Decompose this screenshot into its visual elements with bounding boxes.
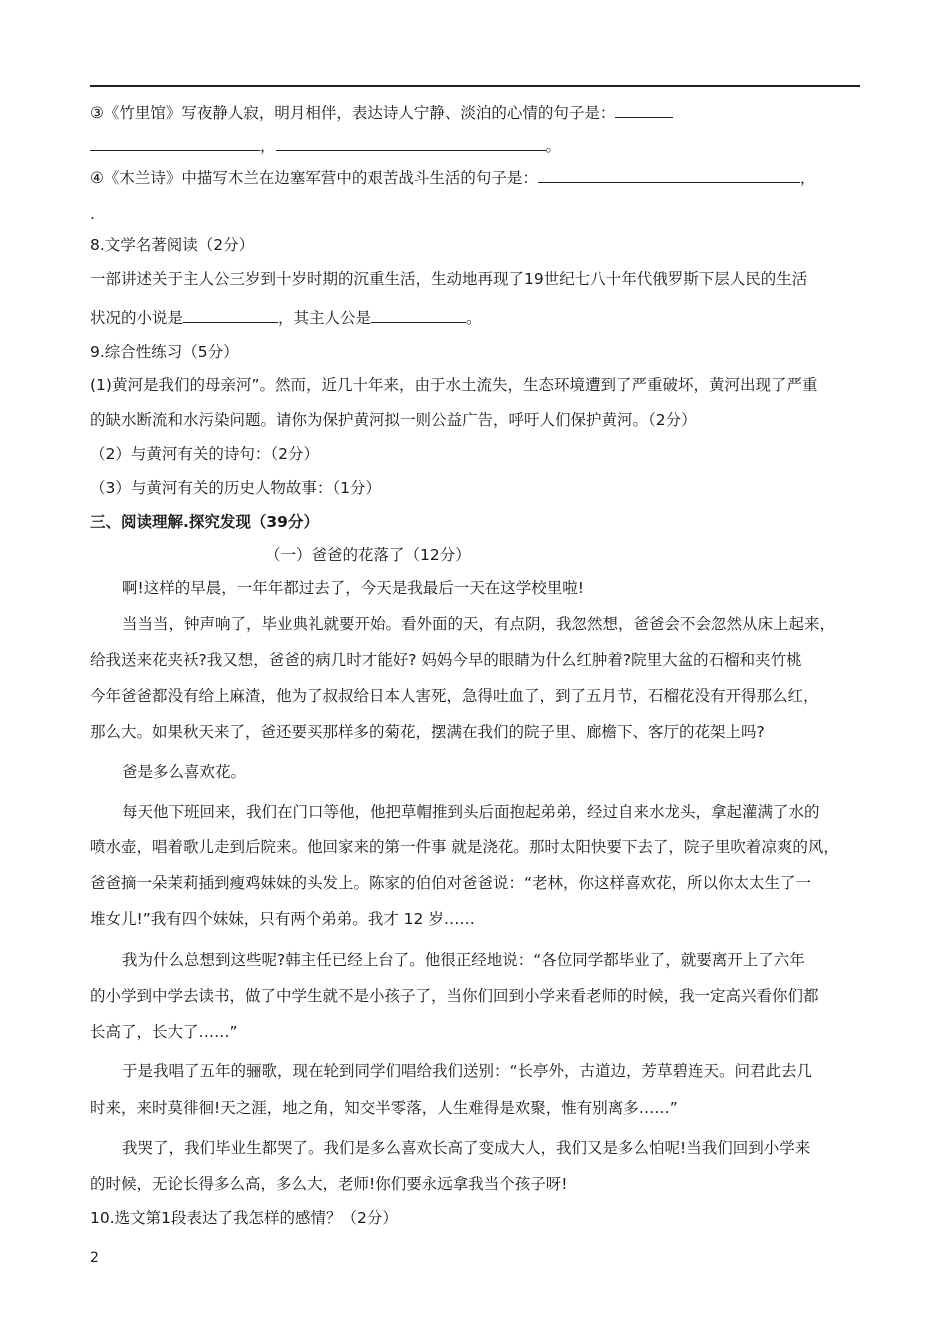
question-text: ④《木兰诗》中描写木兰在边塞军营中的艰苦战斗生活的句子是： bbox=[90, 169, 538, 187]
passage-line: 的时候，无论长得多么高，多么大，老师!你们要永远拿我当个孩子呀! bbox=[90, 1175, 568, 1193]
passage-line: 堆女儿!”我有四个妹妹，只有两个弟弟。我才 12 岁…… bbox=[90, 910, 475, 928]
text-line: 的缺水断流和水污染问题。请你为保护黄河拟一则公益广告，呼吁人们保护黄河。（2分） bbox=[90, 411, 697, 429]
punctuation: ， bbox=[260, 137, 276, 155]
page-number: 2 bbox=[90, 1250, 99, 1266]
passage-title: （一）爸爸的花落了（12分） bbox=[265, 546, 471, 564]
text-line: . bbox=[90, 205, 95, 223]
answer-blank bbox=[276, 135, 546, 151]
punctuation: 。 bbox=[466, 309, 482, 327]
text-line: （2）与黄河有关的诗句：（2分） bbox=[90, 445, 319, 463]
passage-line: 给我送来花夹袄?我又想，爸爸的病几时才能好? 妈妈今早的眼睛为什么红肿着?院里大盆的石榴和夹竹桃 bbox=[90, 651, 802, 669]
question-line bbox=[90, 102, 870, 124]
passage-line: 于是我唱了五年的骊歌，现在轮到同学们唱给我们送别：“长亭外，古道边，芳草碧连天。问君此去几 bbox=[122, 1062, 813, 1080]
text-line: 一部讲述关于主人公三岁到十岁时期的沉重生活，生动地再现了19世纪七八十年代俄罗斯下层人民的生活 bbox=[90, 270, 808, 288]
passage-line: 每天他下班回来，我们在门口等他，他把草帽推到头后面抱起弟弟，经过自来水龙头，拿起灌满了水的 bbox=[122, 803, 820, 821]
punctuation: ， bbox=[799, 169, 816, 187]
question-text: 状况的小说是 bbox=[90, 309, 184, 327]
answer-line bbox=[90, 135, 870, 157]
passage-line: 喷水壶，唱着歌儿走到后院来。他回家来的第一件事 就是浇花。那时太阳快要下去了，院子里吹着凉爽的风， bbox=[90, 838, 839, 856]
header-rule bbox=[90, 85, 860, 87]
passage-line: 我为什么总想到这些呢?韩主任已经上台了。他很正经地说：“各位同学都毕业了，就要离开上了六年 bbox=[122, 951, 805, 969]
passage-line: 的小学到中学去读书，做了中学生就不是小孩子了，当你们回到小学来看老师的时候，我一定高兴看你们都 bbox=[90, 987, 819, 1005]
passage-line: 今年爸爸都没有给上麻渣，他为了叔叔给日本人害死，急得吐血了，到了五月节，石榴花没有开得那么红， bbox=[90, 687, 819, 705]
answer-blank bbox=[538, 167, 800, 183]
answer-blank bbox=[371, 307, 466, 323]
answer-blank bbox=[183, 307, 278, 323]
passage-line: 那么大。如果秋天来了，爸还要买那样多的菊花，摆满在我们的院子里、廊檐下、客厅的花架上吗? bbox=[90, 723, 765, 741]
section-heading: 9.综合性练习（5分） bbox=[90, 343, 239, 361]
question-line bbox=[90, 167, 870, 189]
passage-line: 我哭了，我们毕业生都哭了。我们是多么喜欢长高了变成大人，我们又是多么怕呢!当我们回到小学来 bbox=[122, 1139, 811, 1157]
punctuation: 。 bbox=[545, 137, 562, 155]
text-line: (1)黄河是我们的母亲河”。然而，近几十年来，由于水土流失，生态环境遭到了严重破坏，黄河出现了严重 bbox=[90, 376, 818, 394]
passage-line: 当当当，钟声响了，毕业典礼就要开始。看外面的天，有点阴，我忽然想，爸爸会不会忽然从床上起来， bbox=[122, 615, 836, 633]
passage-line: 爸爸摘一朵茉莉插到瘦鸡妹妹的头发上。陈家的伯伯对爸爸说：“老林，你这样喜欢花，所以你太太生了一 bbox=[90, 874, 812, 892]
passage-line: 长高了，长大了……” bbox=[90, 1023, 238, 1041]
answer-blank bbox=[615, 102, 673, 118]
question-line bbox=[90, 307, 870, 329]
section-heading: 三、阅读理解.探究发现（39分） bbox=[90, 513, 319, 531]
question-line: 10.选文第1段表达了我怎样的感情？（2分） bbox=[90, 1209, 398, 1227]
text-line: （3）与黄河有关的历史人物故事：（1分） bbox=[90, 479, 381, 497]
passage-line: 时来，来时莫徘徊!天之涯，地之角，知交半零落，人生难得是欢聚，惟有别离多……” bbox=[90, 1099, 678, 1117]
question-text: ，其主人公是 bbox=[278, 309, 372, 327]
question-text: ③《竹里馆》写夜静人寂，明月相伴，表达诗人宁静、淡泊的心情的句子是： bbox=[90, 104, 616, 122]
section-heading: 8.文学名著阅读（2分） bbox=[90, 236, 255, 254]
answer-blank bbox=[90, 135, 260, 151]
passage-line: 啊!这样的早晨，一年年都过去了，今天是我最后一天在这学校里啦! bbox=[122, 579, 584, 597]
passage-line: 爸是多么喜欢花。 bbox=[122, 763, 247, 781]
